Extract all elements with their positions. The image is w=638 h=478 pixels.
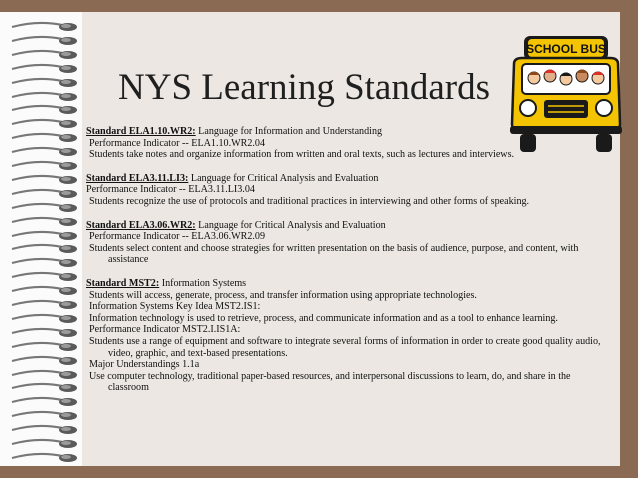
binder-ring-icon — [8, 437, 78, 449]
standard-detail-line: Information Systems Key Idea MST2.IS1: — [89, 301, 261, 313]
binder-ring-icon — [8, 326, 78, 338]
binder-ring-icon — [8, 368, 78, 380]
standard-detail-line: Performance Indicator MST2.I.IS1A: — [89, 324, 241, 336]
binder-ring-icon — [8, 256, 78, 268]
standard-description: Language for Information and Understanding — [195, 126, 383, 137]
binder-ring-icon — [8, 284, 78, 296]
standard-heading — [86, 126, 606, 138]
binder-ring-icon — [8, 395, 78, 407]
binder-ring-icon — [8, 103, 78, 115]
binder-ring-icon — [8, 187, 78, 199]
binder-ring-icon — [8, 145, 78, 157]
binder-ring-icon — [8, 159, 78, 171]
binder-ring-icon — [8, 298, 78, 310]
binder-ring-icon — [8, 34, 78, 46]
standard-heading — [86, 278, 606, 290]
binder-ring-icon — [8, 423, 78, 435]
standard-code: Standard ELA1.10.WR2: — [86, 126, 196, 137]
notebook-binder — [0, 12, 82, 466]
binder-ring-icon — [8, 20, 78, 32]
binder-ring-icon — [8, 381, 78, 393]
binder-ring-icon — [8, 117, 78, 129]
standard-description: Language for Critical Analysis and Evaluation — [195, 219, 386, 231]
standard-block — [86, 220, 606, 266]
binder-ring-icon — [8, 76, 78, 88]
standard-code: Standard ELA3.06.WR2: — [86, 219, 196, 231]
binder-ring-icon — [8, 62, 78, 74]
standard-detail-line: Students will access, generate, process, and transfer information using appropriate technologies. — [89, 289, 477, 301]
standard-code: Standard MST2: — [86, 277, 160, 289]
standard-description: Information Systems — [159, 277, 247, 289]
standard-detail-line: Use computer technology, traditional paper-based resources, and interpersonal discussions to learn, do, and share in the classroom — [89, 370, 571, 394]
standards-list — [86, 126, 606, 406]
binder-ring-icon — [8, 173, 78, 185]
standard-block — [86, 278, 606, 394]
standard-block — [86, 126, 606, 161]
standard-detail-line: Performance Indicator -- ELA3.06.WR2.09 — [89, 231, 266, 243]
standard-detail-line: Students select content and choose strategies for written presentation on the basis of audience, purpose, and content, with assistance — [89, 242, 579, 266]
standard-block — [86, 173, 606, 208]
standard-detail-line: Students take notes and organize information from written and oral texts, such as lectures and interviews. — [89, 149, 515, 161]
standard-heading — [86, 173, 606, 185]
binder-ring-icon — [8, 215, 78, 227]
binder-ring-icon — [8, 270, 78, 282]
binder-ring-icon — [8, 131, 78, 143]
page-title: NYS Learning Standards — [118, 67, 490, 108]
binder-ring-icon — [8, 409, 78, 421]
standard-detail-line: Information technology is used to retrieve, process, and communicate information and as a tool to enhance learning. — [89, 312, 558, 324]
binder-ring-icon — [8, 312, 78, 324]
binder-ring-icon — [8, 340, 78, 352]
standard-code: Standard ELA3.11.LI3: — [86, 172, 189, 184]
standard-heading — [86, 220, 606, 232]
standard-detail-line: Performance Indicator -- ELA3.11.LI3.04 — [86, 184, 255, 196]
binder-ring-icon — [8, 90, 78, 102]
standard-detail-line: Students recognize the use of protocols and traditional practices in interviewing and other forms of speaking. — [89, 195, 530, 207]
binder-ring-icon — [8, 354, 78, 366]
binder-ring-icon — [8, 201, 78, 213]
binder-ring-icon — [8, 229, 78, 241]
standard-detail-line: Major Understandings 1.1a — [89, 359, 200, 371]
binder-ring-icon — [8, 451, 78, 463]
binder-ring-icon — [8, 48, 78, 60]
binder-ring-icon — [8, 242, 78, 254]
standard-detail-line: Students use a range of equipment and software to integrate several forms of information in order to create good quality audio, video, graphic, and text-based presentations. — [89, 335, 601, 359]
standard-detail-line: Performance Indicator -- ELA1.10.WR2.04 — [89, 137, 266, 149]
standard-description: Language for Critical Analysis and Evaluation — [188, 172, 379, 184]
bus-sign-text: SCHOOL BUS — [526, 42, 606, 56]
